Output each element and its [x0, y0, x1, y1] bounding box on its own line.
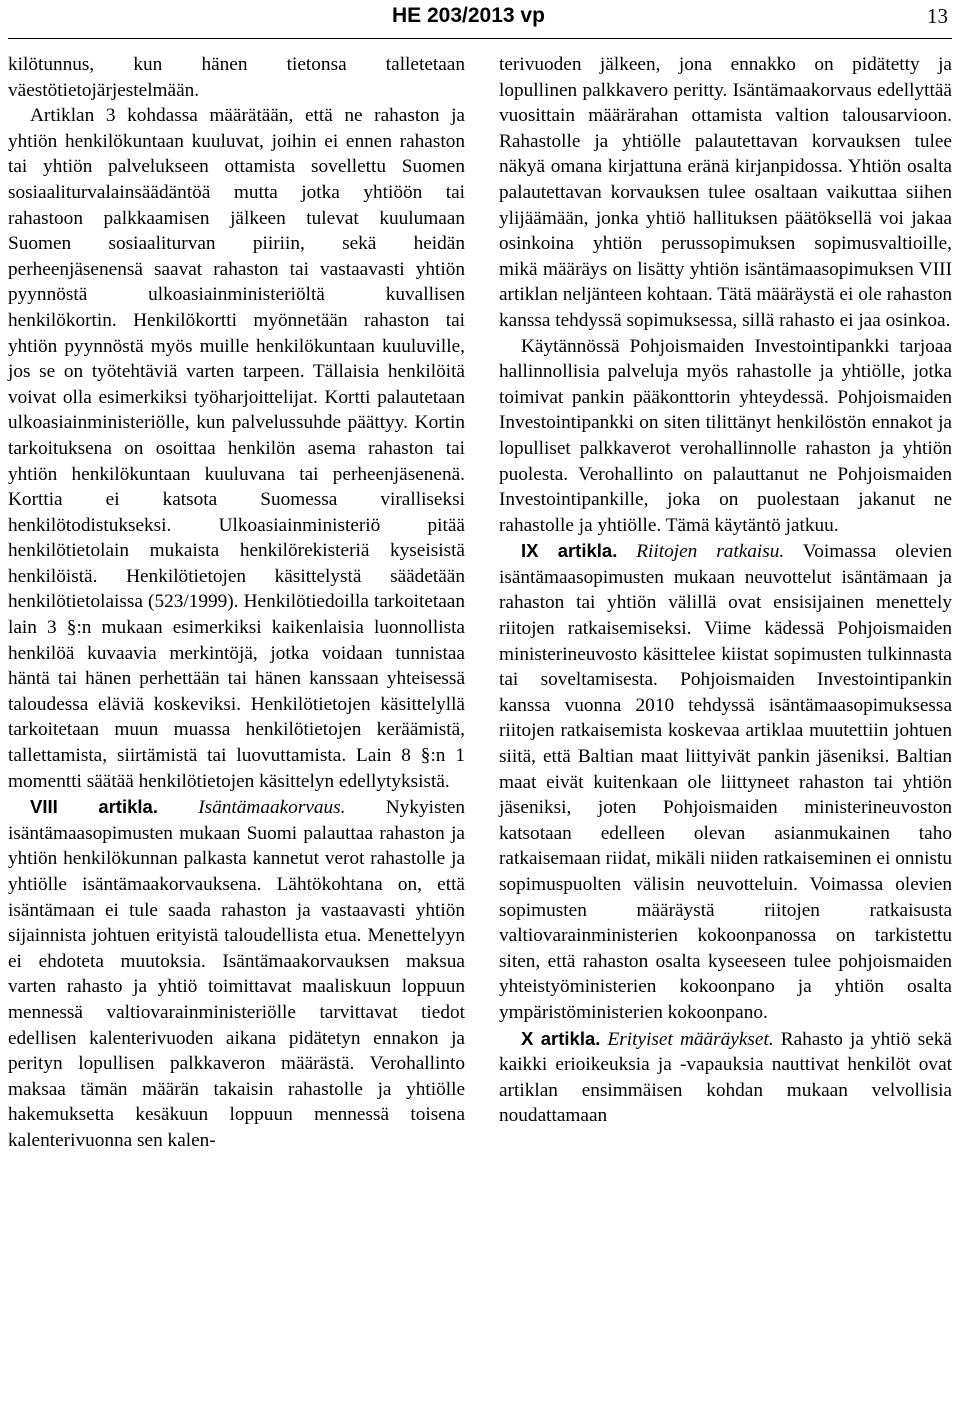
article-10-title: Erityiset määräykset. — [607, 1028, 774, 1050]
paragraph-continued: kilötunnus, kun hänen tietonsa talletetaan väestötietojärjestelmään. — [8, 54, 465, 101]
article-9-heading: IX artikla. — [521, 540, 618, 562]
article-10-heading: X artikla. — [521, 1027, 601, 1049]
document-id: HE 203/2013 vp — [392, 4, 545, 27]
paragraph-practice: Käytännössä Pohjoismaiden Investointipankki tarjoaa hallinnollisia palveluja myös rahastolle ja yhtiölle, jotka toimivat pankin pääkonttorin yhteydessä. Pohjoismaiden Investointipankki on siten tilittänyt henkilöstön ennakot ja lopulliset palkkaverot verohallinnolle rahaston ja yhtiön puolesta. Verohallinto on palauttanut ne Pohjoismaiden Investointipankille, joka on puolestaan jakanut ne rahastolle ja yhtiölle. Tämä käytäntö jatkuu. — [499, 335, 952, 536]
page-number: 13 — [927, 4, 948, 28]
paragraph-article-8 — [8, 794, 465, 1153]
paragraph-article-9 — [499, 538, 952, 1025]
paragraph-continued-right: terivuoden jälkeen, jona ennakko on pidätetty ja lopullinen palkkavero peritty. Isäntämaakorvaus edellyttää vuosittain määrärahan ottamista valtion talousarvioon. Rahastolle ja yhtiölle palautettavan korvauksen tulee näkyä omana kirjattuna eränä kirjanpidossa. Yhtiön osalta palautettavan korvauksen tulee osaltaan vaikuttaa siihen ylijäämään, jonka yhtiö hallituksen päätöksellä voi jakaa osinkoina yhtiön perussopimuksen sopimusvaltioille, mikä määräys on lisätty yhtiön isäntämaasopimuksen VIII artiklan neljänteen kohtaan. Tätä määräystä ei ole rahaston kanssa tehdyssä sopimuksessa, sillä rahasto ei jaa osinkoa. — [499, 54, 952, 331]
article-8-text: Nykyisten isäntämaasopimusten mukaan Suomi palauttaa rahaston ja yhtiön henkilökunnan palkasta kannetut verot rahastolle ja yhtiölle isäntämaakorvauksena. Lähtökohtana on, että isäntämaan ei tule saada rahaston ja vastaavasti yhtiön sijainnista johtuen erityistä taloudellista etua. Menettelyyn ei ehdoteta muutoksia. Isäntämaakorvauksen maksua varten rahasto ja yhtiö toimittavat maaliskuun loppuun mennessä valtiovarainministeriölle tarvittavat tiedot edellisen kalenterivuoden aikana pidätetyn ennakon ja perityn lopullisen palkkaveron määrästä. Verohallinto maksaa tämän määrän takaisin rahastolle ja yhtiölle hakemuksetta kesäkuun loppuun mennessä toisena kalenterivuonna sen kalen- — [8, 797, 466, 1151]
paragraph-article-3: Artiklan 3 kohdassa määrätään, että ne rahaston ja yhtiön henkilökuntaan kuuluvat, joihin ei ennen rahaston tai yhtiön palvelukseen ottamista sovellettu Suomen sosiaaliturvalainsäädäntöä mutta jotka yhtiöön tai rahastoon palkkaamisen jälkeen tulevat kuulumaan Suomen sosiaaliturvan piiriin, sekä heidän perheenjäsenensä saavat rahaston tai vastaavasti yhtiön pyynnöstä ulkoasiainministeriöltä kuvallisen henkilökortin. Henkilökortti myönnetään rahaston tai yhtiön pyynnöstä myös muille henkilökuntaan kuuluville, jos se on työtehtäviä varten tarpeen. Tällaisia henkilöitä voivat olla esimerkiksi työharjoittelijat. Kortti palautetaan ulkoasiainministeriölle, kun palvelussuhde päättyy. Kortin tarkoituksena on osoittaa henkilön asema rahaston tai yhtiön henkilökuntaan kuuluvana tai perheenjäsenenä. Korttia ei katsota Suomessa viralliseksi henkilötodistukseksi. Ulkoasiainministeriö pitää henkilötietolain mukaista henkilörekisteriä kyseisistä henkilöistä. Henkilötietojen käsittelystä säädetään henkilötietolaissa (523/1999). Henkilötiedoilla tarkoitetaan lain 3 §:n mukaan esimerkiksi kaikenlaisia luonnollista henkilöä kuvaavia merkintöjä, jotka voidaan tunnistaa häntä tai hänen perhettään tai hänen kanssaan yhteisessä taloudessa eläviä koskeviksi. Henkilötietojen käsittelyllä tarkoitetaan muun muassa henkilötietojen keräämistä, tallettamista, siirtämistä tai luovuttamista. Lain 8 §:n 1 momentti säätää henkilötietojen käsittelyn edellytyksistä. — [8, 105, 465, 792]
right-column — [499, 52, 952, 1129]
page-header — [0, 0, 960, 42]
article-8-heading: VIII artikla. — [30, 796, 158, 818]
article-8-title: Isäntämaakorvaus. — [198, 797, 346, 819]
article-9-text: Voimassa olevien isäntämaasopimusten mukaan neuvottelut isäntämaan ja rahaston tai yhtiön välillä ovat ensisijainen menettely riitojen ratkaisemiseksi. Viime kädessä Pohjoismaiden ministerineuvosto käsittelee kiistat sopimusten tulkinnasta tai soveltamisesta. Pohjoismaiden Investointipankin kanssa vuonna 2010 tehdyssä isäntämaasopimuksessa riitojen ratkaisemista koskevaa artiklaa muutettiin johtuen siitä, että Baltian maat liittyivät pankin jäseniksi. Baltian maat eivät kuitenkaan ole liittyneet rahaston tai yhtiön jäseniksi, joten Pohjoismaiden ministerineuvoston katsotaan edelleen olevan asianmukainen taho ratkaisemaan riidat, mikäli niiden ratkaiseminen ei onnistu sopimuspuolten välisin neuvotteluin. Voimassa olevien sopimusten määräystä riitojen ratkaisusta valtiovarainministerien kokoonpanossa on tarkistettu siten, että rahaston osalta kyseeseen tulee pohjoismaiden yhteistyöministerien kokoonpano ja yhtiön osalta ympäristöministerien kokoonpano. — [499, 541, 952, 1023]
left-column — [8, 52, 465, 1154]
article-10-text: Rahasto ja yhtiö sekä kaikki erioikeuksia ja -vapauksia nauttivat henkilöt ovat artiklan ensimmäisen kohdan mukaan velvollisia noudattamaan — [499, 1028, 952, 1127]
header-rule — [8, 38, 952, 39]
article-9-title: Riitojen ratkaisu. — [636, 541, 785, 563]
paragraph-article-10 — [499, 1026, 952, 1129]
